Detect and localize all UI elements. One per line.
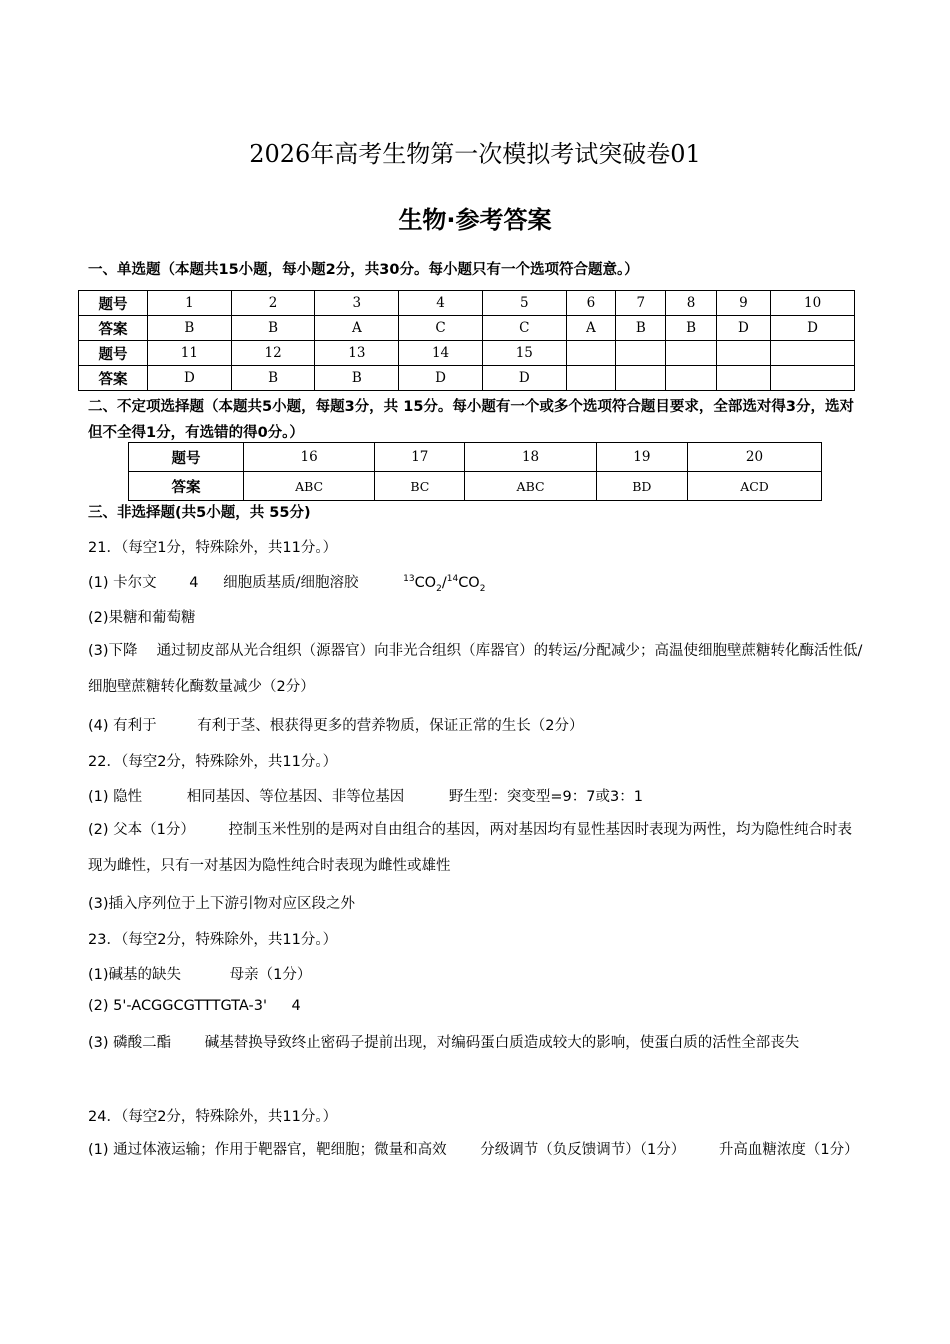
table-cell xyxy=(716,341,770,366)
table-cell: 6 xyxy=(566,291,615,316)
table-cell xyxy=(771,366,855,391)
table-cell: 17 xyxy=(375,443,465,472)
answer-text: (1)碱基的缺失 xyxy=(88,967,182,983)
q22-heading: 22．（每空2分，特殊除外，共11分。） xyxy=(88,754,338,770)
table-cell xyxy=(566,341,615,366)
table-cell: B xyxy=(315,366,399,391)
q24-answer-1: (1) 通过体液运输；作用于靶器官，靶细胞；微量和高效 分级调节（负反馈调节）（1分） 升高血糖浓度（1分） xyxy=(88,1142,859,1158)
formula-subscript: 2 xyxy=(436,583,442,594)
table-row xyxy=(79,341,855,366)
table-cell: 答案 xyxy=(79,316,148,341)
table-cell: 题号 xyxy=(79,341,148,366)
table-cell xyxy=(666,366,716,391)
q23-answer-2 xyxy=(88,998,863,1014)
answer-text: 细胞质基质/细胞溶胶 xyxy=(223,575,359,591)
table-row xyxy=(79,366,855,391)
table-cell: 3 xyxy=(315,291,399,316)
table-cell: A xyxy=(566,316,615,341)
answer-text: 有利于茎、根获得更多的营养物质，保证正常的生长（2分） xyxy=(197,718,584,734)
table-cell: 14 xyxy=(399,341,483,366)
single-choice-answer-table xyxy=(78,290,855,391)
q21-answer-1 xyxy=(88,571,863,594)
answer-text: 4 xyxy=(189,575,199,591)
answer-text: (4) 有利于 xyxy=(88,718,157,734)
q22-answer-2: (2) 父本（1分） 控制玉米性别的是两对自由组合的基因，两对基因均有显性基因时表现为两性，均为隐性纯合时表现为雌性，只有一对基因为隐性纯合时表现为雌性或雄性 xyxy=(88,822,852,874)
table-cell: ABC xyxy=(244,472,375,501)
formula-text: CO xyxy=(414,575,437,591)
table-cell: B xyxy=(616,316,666,341)
table-cell xyxy=(666,341,716,366)
section3-heading: 三、非选择题(共5小题，共 55分) xyxy=(88,505,311,521)
answer-text: 野生型：突变型=9：7或3：1 xyxy=(448,789,643,805)
table-cell: D xyxy=(771,316,855,341)
answer-text: 4 xyxy=(291,998,301,1014)
table-cell: 答案 xyxy=(129,472,244,501)
table-cell: 11 xyxy=(148,341,232,366)
table-cell xyxy=(716,366,770,391)
section2-heading: 二、不定项选择题（本题共5小题，每题3分，共 15分。每小题有一个或多个选项符合题目要求，全部选对得3分，选对但不全得1分，有选错的得0分。） xyxy=(88,399,854,441)
table-cell: D xyxy=(716,316,770,341)
table-cell: 4 xyxy=(399,291,483,316)
q21-answer-2: (2)果糖和葡萄糖 xyxy=(88,610,196,626)
table-cell: ACD xyxy=(688,472,822,501)
table-cell: 16 xyxy=(244,443,375,472)
table-cell: 15 xyxy=(482,341,566,366)
table-cell: 19 xyxy=(596,443,687,472)
table-cell: 13 xyxy=(315,341,399,366)
table-cell: BC xyxy=(375,472,465,501)
formula-text: CO xyxy=(458,575,480,591)
q24-heading: 24．（每空2分，特殊除外，共11分。） xyxy=(88,1109,338,1125)
answer-text: 母亲（1分） xyxy=(229,967,312,983)
table-cell: B xyxy=(231,316,315,341)
page-title: 2026年高考生物第一次模拟考试突破卷01 xyxy=(249,140,701,168)
table-cell: 题号 xyxy=(79,291,148,316)
table-cell: A xyxy=(315,316,399,341)
table-row xyxy=(79,291,855,316)
q21-answer-4 xyxy=(88,714,863,735)
formula-text: / xyxy=(441,575,447,591)
table-cell: 7 xyxy=(616,291,666,316)
table-cell: B xyxy=(148,316,232,341)
table-cell: 答案 xyxy=(79,366,148,391)
formula-subscript: 2 xyxy=(479,583,486,594)
table-cell: 5 xyxy=(482,291,566,316)
multiple-choice-answer-table xyxy=(128,442,822,501)
table-cell: 10 xyxy=(771,291,855,316)
table-cell: 20 xyxy=(688,443,822,472)
table-cell: 8 xyxy=(666,291,716,316)
page-subtitle: 生物·参考答案 xyxy=(398,206,552,234)
answer-text: 相同基因、等位基因、非等位基因 xyxy=(186,789,405,805)
table-cell xyxy=(566,366,615,391)
table-cell: 题号 xyxy=(129,443,244,472)
table-cell: BD xyxy=(596,472,687,501)
table-row xyxy=(129,443,822,472)
answer-text: (2) 5'-ACGGCGTTTGTA-3' xyxy=(88,998,267,1014)
q21-heading: 21．（每空1分，特殊除外，共11分。） xyxy=(88,540,338,556)
table-cell: D xyxy=(148,366,232,391)
table-cell: 1 xyxy=(148,291,232,316)
table-cell: D xyxy=(482,366,566,391)
q23-answer-1 xyxy=(88,963,863,984)
q23-heading: 23．（每空2分，特殊除外，共11分。） xyxy=(88,932,338,948)
table-cell: 9 xyxy=(716,291,770,316)
q22-answer-1 xyxy=(88,785,863,806)
table-cell: 18 xyxy=(465,443,596,472)
table-cell xyxy=(616,366,666,391)
table-cell xyxy=(616,341,666,366)
answer-text: (1) 隐性 xyxy=(88,789,143,805)
q23-answer-3: (3) 磷酸二酯 碱基替换导致终止密码子提前出现，对编码蛋白质造成较大的影响，使蛋白质的活性全部丧失 xyxy=(88,1035,800,1051)
table-cell: C xyxy=(399,316,483,341)
isotope-mass: 13 xyxy=(403,574,415,585)
table-cell: ABC xyxy=(465,472,596,501)
section1-heading: 一、单选题（本题共15小题，每小题2分，共30分。每小题只有一个选项符合题意。） xyxy=(88,262,639,278)
table-cell: D xyxy=(399,366,483,391)
q21-answer-3: (3)下降 通过韧皮部从光合组织（源器官）向非光合组织（库器官）的转运/分配减少；高温使细胞壁蔗糖转化酶活性低/细胞壁蔗糖转化酶数量减少（2分） xyxy=(88,643,863,695)
table-cell: C xyxy=(482,316,566,341)
table-cell: B xyxy=(666,316,716,341)
isotope-mass: 14 xyxy=(446,574,459,585)
table-row xyxy=(79,316,855,341)
table-cell: 2 xyxy=(231,291,315,316)
table-row xyxy=(129,472,822,501)
table-cell: B xyxy=(231,366,315,391)
table-cell xyxy=(771,341,855,366)
answer-text: (1) 卡尔文 xyxy=(88,575,157,591)
table-cell: 12 xyxy=(231,341,315,366)
q22-answer-3: (3)插入序列位于上下游引物对应区段之外 xyxy=(88,896,356,912)
